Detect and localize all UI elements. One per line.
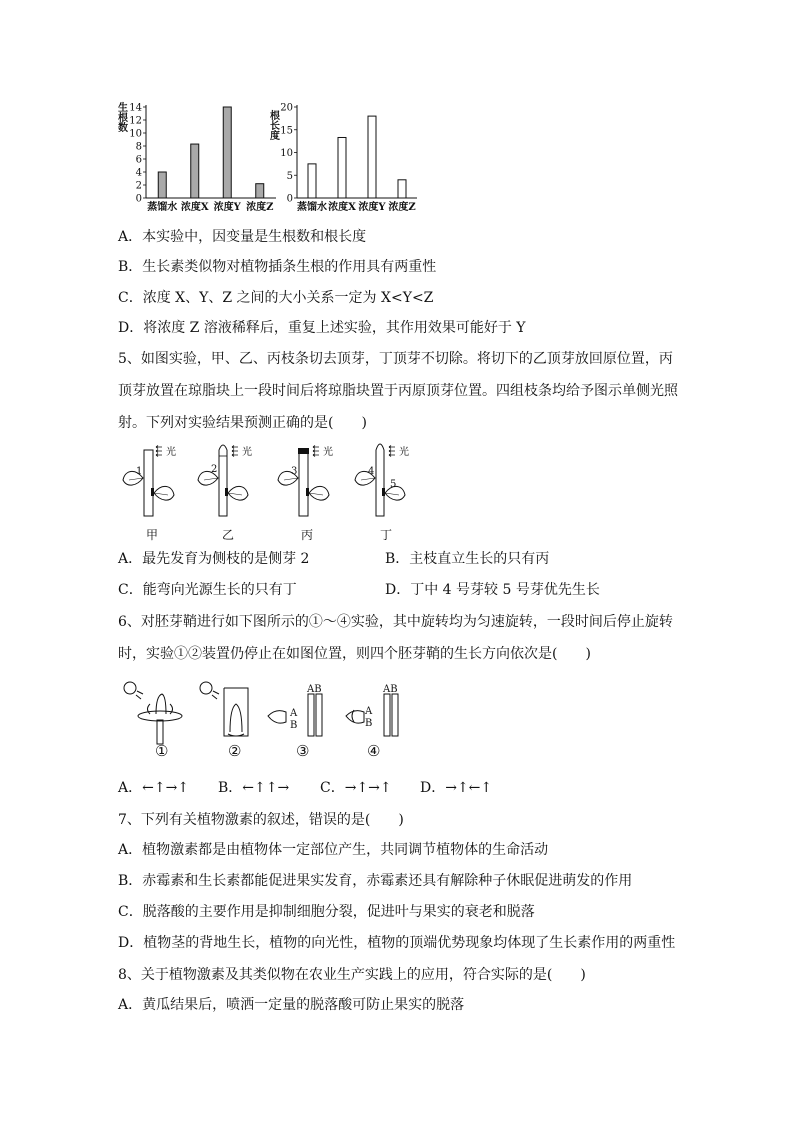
- bud-number-3: 3: [291, 466, 298, 477]
- y-tick-label: 10: [280, 148, 293, 159]
- bar: [398, 180, 406, 198]
- q6-option-b: B．←↑↑→: [218, 780, 290, 796]
- exp-label-1: ①: [155, 742, 169, 760]
- exp4-block-a: A: [365, 706, 373, 717]
- shoot-label-yi: 乙: [222, 528, 235, 542]
- q6-option-c: C．→↑→↑: [320, 780, 392, 796]
- y-tick-label: 14: [129, 102, 142, 114]
- bar: [256, 184, 264, 198]
- q6-option-a: A．←↑→↑: [118, 780, 190, 796]
- q8-option-a: A．黄瓜结果后，喷洒一定量的脱落酸可防止果实的脱落: [118, 997, 465, 1013]
- left-ylabel-char: 数: [118, 123, 128, 134]
- right-ylabel-char: 根: [270, 111, 280, 122]
- shoot-jia: [123, 450, 174, 516]
- exp-label-4: ④: [367, 742, 381, 760]
- q7-stem: 7、下列有关植物激素的叙述，错误的是( ): [118, 812, 404, 828]
- y-tick-label: 12: [129, 115, 142, 127]
- y-tick-label: 8: [135, 141, 142, 153]
- bar: [223, 107, 231, 198]
- light-label-4: 光: [399, 447, 409, 458]
- x-tick-label: 浓度Y: [358, 202, 386, 213]
- y-tick-label: 0: [286, 193, 293, 205]
- x-tick-label: 浓度X: [328, 202, 356, 213]
- bar: [191, 144, 199, 198]
- q4-option-b: B．生长素类似物对植物插条生根的作用具有两重性: [118, 259, 437, 275]
- left-ylabel-char: 根: [118, 113, 128, 124]
- shoot-ding: [355, 444, 405, 516]
- y-tick-label: 2: [135, 180, 142, 192]
- left-ylabel-char: 生: [118, 103, 128, 114]
- y-tick-label: 6: [135, 154, 142, 166]
- experiment-2: [200, 682, 248, 736]
- x-tick-label: 蒸馏水: [147, 202, 178, 213]
- q5-stem-line-1: 5、如图实验，甲、乙、丙枝条切去顶芽，丁顶芽不切除。将切下的乙顶芽放回原位置，丙: [118, 351, 673, 367]
- bar: [338, 137, 346, 198]
- x-tick-label: 浓度Y: [213, 202, 241, 213]
- x-tick-label: 浓度Z: [388, 202, 416, 213]
- bar: [368, 116, 376, 198]
- y-tick-label: 0: [135, 193, 142, 205]
- q6-option-d: D．→↑←↑: [420, 780, 493, 796]
- bud-number-2: 2: [211, 464, 218, 475]
- y-tick-label: 4: [135, 167, 142, 179]
- left-bar-chart: [120, 100, 280, 220]
- y-tick-label: 20: [280, 102, 293, 114]
- q5-option-a: A．最先发育为侧枝的是侧芽 2: [118, 551, 310, 567]
- q5-stem-line-2: 顶芽放置在琼脂块上一段时间后将琼脂块置于丙原顶芽位置。四组枝条均给予图示单侧光照: [118, 383, 678, 399]
- q6-stem-line-1: 6、对胚芽鞘进行如下图所示的①～④实验，其中旋转均为匀速旋转，一段时间后停止旋转: [118, 614, 673, 630]
- bud-number-4: 4: [368, 466, 375, 477]
- q8-stem: 8、关于植物激素及其类似物在农业生产实践上的应用，符合实际的是( ): [118, 967, 586, 983]
- shoot-label-ding: 丁: [380, 528, 393, 542]
- experiment-1: [124, 682, 182, 744]
- y-tick-label: 15: [280, 125, 293, 137]
- q4-option-c: C．浓度 X、Y、Z 之间的大小关系一定为 X<Y<Z: [118, 290, 434, 306]
- q7-option-b: B．赤霉素和生长素都能促进果实发育，赤霉素还具有解除种子休眠促进萌发的作用: [118, 873, 633, 889]
- bud-number-1: 1: [136, 466, 143, 477]
- shoot-bing: [278, 448, 329, 516]
- y-tick-label: 10: [129, 128, 142, 140]
- exp-label-3: ③: [296, 742, 310, 760]
- x-tick-label: 蒸馏水: [297, 202, 327, 213]
- bar: [308, 164, 316, 198]
- shoot-label-jia: 甲: [146, 528, 159, 542]
- y-tick-label: 5: [286, 170, 293, 182]
- x-tick-label: 浓度Z: [246, 202, 274, 213]
- light-label-1: 光: [166, 447, 176, 458]
- light-label-2: 光: [242, 447, 252, 458]
- right-ylabel-char: 长: [270, 121, 280, 132]
- q5-stem-line-3: 射。下列对实验结果预测正确的是( ): [118, 415, 367, 431]
- exp3-block-b: B: [290, 720, 298, 731]
- right-ylabel-char: 度: [270, 131, 280, 142]
- q4-option-d: D．将浓度 Z 溶液稀释后，重复上述实验，其作用效果可能好于 Y: [118, 320, 526, 336]
- exp4-block-b: B: [365, 718, 373, 729]
- bar: [158, 172, 166, 198]
- exp-label-2: ②: [228, 742, 242, 760]
- shoot-yi: [198, 445, 248, 516]
- x-tick-label: 浓度X: [180, 202, 209, 213]
- q5-option-d: D．丁中 4 号芽较 5 号芽优先生长: [385, 582, 600, 598]
- exp4-block-top: AB: [383, 684, 398, 695]
- q7-option-c: C．脱落酸的主要作用是抑制细胞分裂，促进叶与果实的衰老和脱落: [118, 904, 535, 920]
- q4-option-a: A．本实验中，因变量是生根数和根长度: [118, 229, 367, 245]
- light-label-3: 光: [323, 447, 333, 458]
- q7-option-a: A．植物激素都是由植物体一定部位产生，共同调节植物体的生命活动: [118, 842, 549, 858]
- light-arrows: [156, 446, 395, 457]
- exp3-block-a: A: [290, 708, 298, 719]
- right-bar-chart: [275, 100, 425, 220]
- q5-option-b: B．主枝直立生长的只有丙: [385, 551, 550, 567]
- q5-option-c: C．能弯向光源生长的只有丁: [118, 582, 297, 598]
- q7-option-d: D．植物茎的背地生长，植物的向光性，植物的顶端优势现象均体现了生长素作用的两重性: [118, 935, 676, 951]
- q6-stem-line-2: 时，实验①②装置仍停止在如图位置，则四个胚芽鞘的生长方向依次是( ): [118, 646, 591, 662]
- exp3-block-top: AB: [307, 684, 322, 695]
- shoot-label-bing: 丙: [301, 528, 314, 542]
- bud-number-5: 5: [390, 479, 397, 490]
